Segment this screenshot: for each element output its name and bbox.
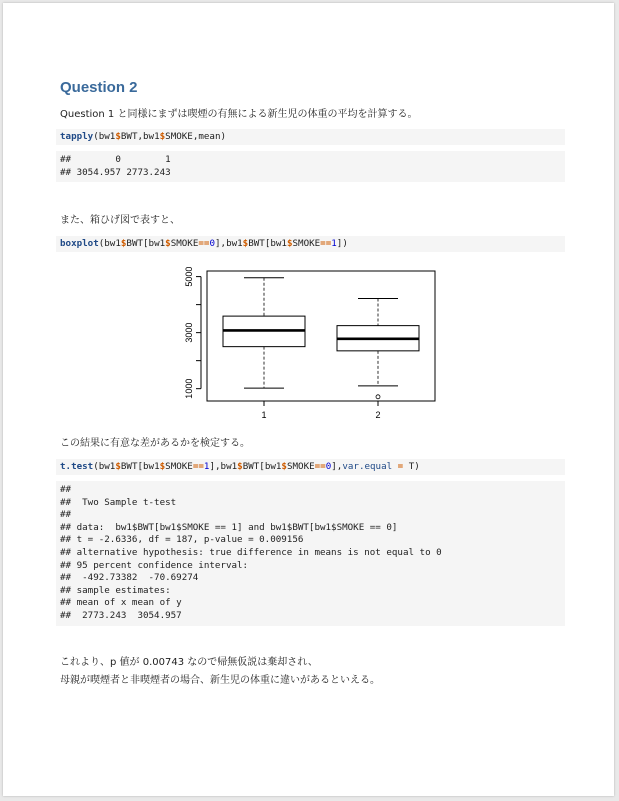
output-line: ## 0 1 (60, 154, 177, 165)
output-line: ## 3054.957 2773.243 (60, 166, 177, 178)
code-text: BWT,bw1 (120, 131, 160, 142)
code-operator: $ (237, 461, 243, 472)
code-operator: $ (115, 131, 121, 142)
output-line: ## data: bw1$BWT[bw1$SMOKE == 1] and bw1$BWT[bw1$SMOKE == 0] (60, 521, 398, 533)
x-tick-label: 1 (261, 410, 267, 420)
code-number: 0 (325, 461, 332, 472)
code-argument: var.equal (342, 461, 393, 472)
code-text: BWT[bw1 (248, 238, 287, 249)
code-number: 0 (209, 238, 215, 249)
output-line: ## (60, 484, 77, 495)
code-operator: $ (115, 461, 121, 472)
code-operator: $ (159, 461, 166, 472)
code-text: ],bw1 (209, 461, 238, 472)
x-tick-label: 2 (375, 410, 381, 420)
output-block-ttest (56, 481, 565, 626)
boxplot-chart (173, 261, 443, 426)
code-text: SMOKE (286, 461, 315, 472)
code-text: (bw1 (93, 131, 116, 142)
code-operator: == (314, 461, 326, 472)
code-operator: $ (281, 461, 287, 472)
code-text: SMOKE (165, 461, 193, 472)
function-name: t.test (60, 461, 94, 472)
code-operator: == (192, 461, 204, 472)
code-number: 1 (331, 238, 337, 249)
output-line: ## alternative hypothesis: true difference in means is not equal to 0 (60, 546, 442, 558)
code-operator: $ (165, 238, 171, 249)
y-tick-label: 5000 (184, 266, 194, 287)
code-operator: $ (286, 238, 293, 249)
code-operator: $ (120, 238, 127, 249)
y-tick-label: 3000 (184, 322, 194, 343)
conclusion-line-2: 母親が喫煙者と非喫煙者の場合、新生児の体重に違いがあるといえる。 (60, 675, 380, 686)
outlier-point (376, 395, 380, 399)
test-intro-paragraph: この結果に有意な差があるかを検定する。 (60, 438, 250, 449)
code-text: (bw1 (93, 461, 116, 472)
boxplot-intro-paragraph: また、箱ひげ図で表すと、 (60, 215, 180, 226)
conclusion-line-1: これより、p 値が 0.00743 なので帰無仮説は棄却され、 (60, 657, 318, 668)
section-heading: Question 2 (60, 79, 138, 96)
code-text: BWT[bw1 (242, 461, 282, 472)
output-line: ## mean of x mean of y (60, 597, 188, 609)
code-text: (bw1 (98, 238, 121, 249)
code-block-ttest (56, 459, 565, 475)
code-text: SMOKE (170, 238, 199, 249)
output-block-tapply (56, 151, 565, 182)
code-text: SMOKE (292, 238, 321, 249)
code-number: 1 (203, 461, 210, 472)
code-text: BWT[bw1 (120, 461, 160, 472)
function-name: boxplot (60, 238, 99, 249)
code-text: ],bw1 (215, 238, 243, 249)
code-text: T) (408, 461, 420, 472)
output-line: ## -492.73382 -70.69274 (60, 572, 199, 584)
output-line: ## t = -2.6336, df = 187, p-value = 0.009156 (60, 534, 304, 546)
output-line: ## (60, 509, 77, 521)
code-text: ]) (336, 238, 348, 249)
code-text: BWT[bw1 (126, 238, 166, 249)
y-tick-label: 1000 (184, 378, 194, 399)
code-text: ], (331, 461, 343, 472)
document-page (3, 3, 614, 796)
code-operator: == (198, 238, 210, 249)
output-line: ## Two Sample t-test (60, 496, 177, 508)
code-operator: $ (159, 131, 166, 142)
intro-paragraph: Question 1 と同様にまずは喫煙の有無による新生児の体重の平均を計算する。 (60, 109, 418, 120)
code-block-tapply (56, 129, 565, 145)
code-operator: == (320, 238, 332, 249)
code-operator: = (392, 461, 409, 472)
code-text: SMOKE,mean) (165, 131, 227, 142)
output-line: ## 95 percent confidence interval: (60, 559, 249, 571)
function-name: tapply (60, 131, 94, 142)
output-line: ## sample estimates: (60, 584, 171, 596)
output-line: ## 2773.243 3054.957 (60, 609, 188, 621)
code-block-boxplot (56, 236, 565, 252)
code-operator: $ (242, 238, 249, 249)
